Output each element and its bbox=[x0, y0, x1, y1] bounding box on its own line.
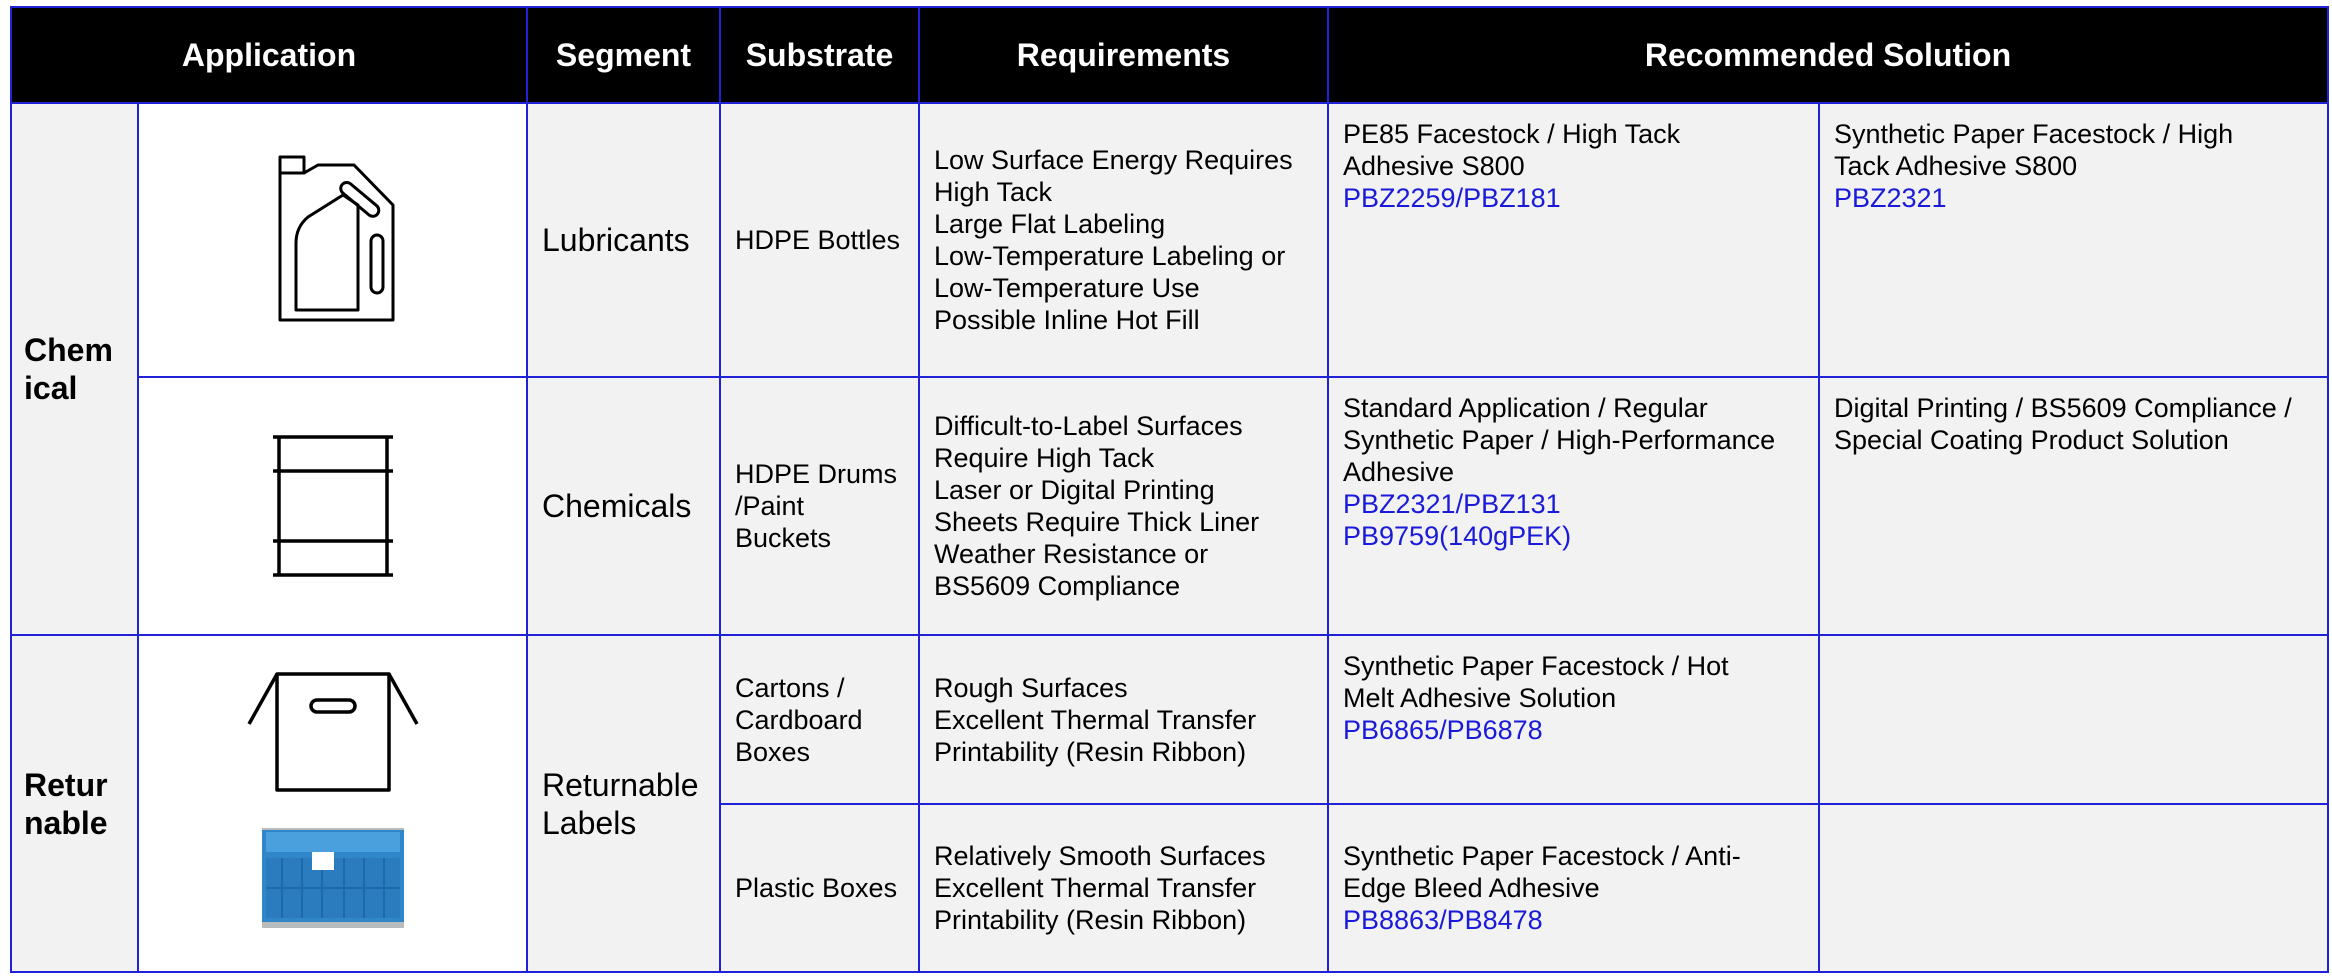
requirements-cell bbox=[919, 377, 1328, 635]
solution-text-line: Edge Bleed Adhesive bbox=[1343, 873, 1600, 903]
header-segment: Segment bbox=[527, 7, 720, 103]
requirements-cell bbox=[919, 804, 1328, 972]
text-line: Chem bbox=[24, 332, 113, 368]
substrate-cell bbox=[720, 635, 919, 804]
solution-text-line: Adhesive S800 bbox=[1343, 151, 1525, 181]
product-code: PBZ2321/PBZ131 bbox=[1343, 489, 1561, 519]
application-image-cell bbox=[138, 377, 527, 635]
requirement-line: Low Surface Energy Requires bbox=[934, 145, 1293, 175]
segment-cell bbox=[527, 377, 720, 635]
requirements-cell bbox=[919, 103, 1328, 377]
text-line: Cardboard bbox=[735, 704, 863, 735]
requirement-line: Printability (Resin Ribbon) bbox=[934, 905, 1247, 935]
requirement-line: Low-Temperature Use bbox=[934, 273, 1200, 303]
drum-icon bbox=[271, 433, 395, 579]
solution-text-line: Tack Adhesive S800 bbox=[1834, 151, 2078, 181]
requirement-line: Excellent Thermal Transfer bbox=[934, 873, 1257, 903]
requirement-line: Laser or Digital Printing bbox=[934, 475, 1215, 505]
requirement-line: Possible Inline Hot Fill bbox=[934, 305, 1200, 335]
category-label bbox=[24, 766, 137, 842]
requirement-line: Sheets Require Thick Liner bbox=[934, 507, 1260, 537]
text-line: Returnable bbox=[542, 766, 699, 803]
solution-text-line: Synthetic Paper Facestock / Hot bbox=[1343, 651, 1729, 681]
product-code: PBZ2259/PBZ181 bbox=[1343, 183, 1561, 213]
category-returnable bbox=[11, 635, 138, 972]
solution-cell-1 bbox=[1328, 377, 1819, 635]
table-row bbox=[11, 377, 2328, 635]
solution-cell-1 bbox=[1328, 804, 1819, 972]
text-line: HDPE Bottles bbox=[735, 225, 901, 255]
solution-text-line: Synthetic Paper / High-Performance bbox=[1343, 425, 1776, 455]
table-row bbox=[11, 103, 2328, 377]
solution-cell-2 bbox=[1819, 377, 2328, 635]
text-line: Chemicals bbox=[542, 488, 692, 524]
product-code: PBZ2321 bbox=[1834, 183, 1947, 213]
segment-cell bbox=[527, 635, 720, 972]
substrate-cell bbox=[720, 103, 919, 377]
product-code: PB9759(140gPEK) bbox=[1343, 521, 1572, 551]
requirement-line: Large Flat Labeling bbox=[934, 209, 1166, 239]
solution-text-line: Standard Application / Regular bbox=[1343, 393, 1708, 423]
solution-text-line: Special Coating Product Solution bbox=[1834, 425, 2229, 455]
requirement-line: Require High Tack bbox=[934, 443, 1155, 473]
solutions-table bbox=[10, 6, 2329, 973]
solution-cell-2 bbox=[1819, 103, 2328, 377]
text-line: Plastic Boxes bbox=[735, 873, 898, 903]
text-line: HDPE Drums bbox=[735, 459, 898, 489]
text-line: /Paint bbox=[735, 491, 805, 521]
text-line: Labels bbox=[542, 804, 637, 841]
category-chemical bbox=[11, 103, 138, 635]
header-recommended-solution: Recommended Solution bbox=[1328, 7, 2328, 103]
text-line: Lubricants bbox=[542, 222, 690, 258]
solution-text-line: Melt Adhesive Solution bbox=[1343, 683, 1617, 713]
header-substrate: Substrate bbox=[720, 7, 919, 103]
category-label bbox=[24, 331, 137, 407]
requirement-line: Low-Temperature Labeling or bbox=[934, 241, 1286, 271]
oil-jug-icon bbox=[268, 155, 398, 325]
header-application: Application bbox=[11, 7, 527, 103]
application-image-cell bbox=[138, 103, 527, 377]
solution-cell-2 bbox=[1819, 635, 2328, 804]
solution-text-line: Adhesive bbox=[1343, 457, 1455, 487]
requirement-line: Printability (Resin Ribbon) bbox=[934, 736, 1247, 767]
requirements-cell bbox=[919, 635, 1328, 804]
substrate-cell bbox=[720, 377, 919, 635]
header-requirements: Requirements bbox=[919, 7, 1328, 103]
table-row bbox=[11, 635, 2328, 804]
plastic-crate-icon bbox=[262, 828, 404, 928]
text-line: ical bbox=[24, 370, 78, 406]
product-code: PB8863/PB8478 bbox=[1343, 905, 1543, 935]
text-line: Buckets bbox=[735, 523, 832, 553]
solution-text-line: Digital Printing / BS5609 Compliance / bbox=[1834, 393, 2292, 423]
solution-cell-2 bbox=[1819, 804, 2328, 972]
requirement-line: BS5609 Compliance bbox=[934, 571, 1181, 601]
requirement-line: Relatively Smooth Surfaces bbox=[934, 841, 1266, 871]
text-line: Boxes bbox=[735, 736, 811, 767]
solution-text-line: Synthetic Paper Facestock / High bbox=[1834, 119, 2234, 149]
segment-cell bbox=[527, 103, 720, 377]
substrate-cell bbox=[720, 804, 919, 972]
carton-box-icon bbox=[247, 670, 419, 794]
solution-cell-1 bbox=[1328, 103, 1819, 377]
solution-cell-1 bbox=[1328, 635, 1819, 804]
text-line: nable bbox=[24, 804, 108, 841]
application-image-cell bbox=[138, 635, 527, 972]
header-row bbox=[11, 7, 2328, 103]
requirement-line: Rough Surfaces bbox=[934, 672, 1128, 703]
text-line: Retur bbox=[24, 766, 108, 803]
requirement-line: Weather Resistance or bbox=[934, 539, 1209, 569]
solution-text-line: PE85 Facestock / High Tack bbox=[1343, 119, 1681, 149]
solution-text-line: Synthetic Paper Facestock / Anti- bbox=[1343, 841, 1741, 871]
requirement-line: High Tack bbox=[934, 177, 1053, 207]
text-line: Cartons / bbox=[735, 672, 845, 703]
requirement-line: Excellent Thermal Transfer bbox=[934, 704, 1257, 735]
product-code: PB6865/PB6878 bbox=[1343, 715, 1543, 745]
requirement-line: Difficult-to-Label Surfaces bbox=[934, 411, 1243, 441]
